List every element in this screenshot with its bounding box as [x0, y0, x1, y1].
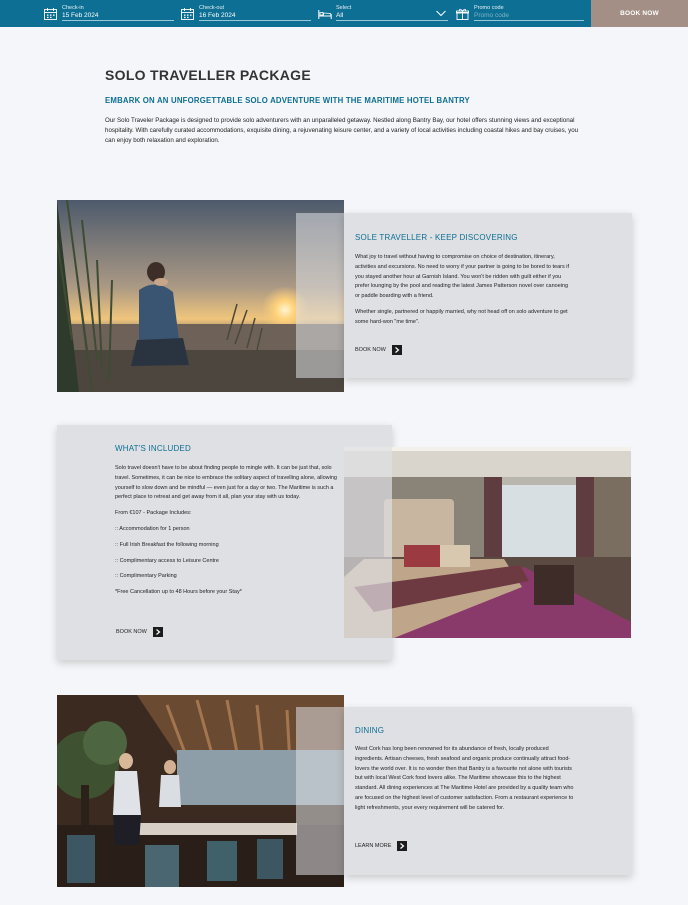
cancellation-note: *Free Cancellation up to 48 Hours before your Stay* — [115, 589, 242, 596]
arrow-right-icon — [392, 345, 402, 355]
checkin-label: Check-in — [62, 5, 84, 11]
select-label: Select — [336, 5, 352, 11]
bed-icon — [318, 8, 332, 20]
card-overlay — [344, 447, 392, 638]
promo-input[interactable] — [474, 11, 584, 20]
book-now-link[interactable] — [116, 627, 163, 637]
page-subtitle: EMBARK ON AN UNFORGETTABLE SOLO ADVENTURE WITH THE MARITIME HOTEL BANTRY — [105, 96, 470, 105]
section-title: SOLE TRAVELLER - KEEP DISCOVERING — [355, 233, 518, 242]
checkout-underline — [199, 20, 311, 21]
checkout-value[interactable]: 16 Feb 2024 — [199, 12, 236, 19]
section-paragraph: West Cork has long been renowned for its abundance of fresh, locally produced ingredients. Artisan cheeses, fresh seafood and organic produce continually attract food-lovers the world over. It is no wonder then that Bantry is a favourite not alone with tourists but with local West Cork food lovers alike. The Maritime showcase this to the highest standard. All dining experiences at The Maritime Hotel are provided by a quality team who are focused on the highest level of customer satisfaction. From a restaurant experience to light refreshments, your every requirement will be catered for. — [355, 746, 574, 811]
price-text: From €107 - Package Includes: — [115, 510, 192, 517]
checkin-field[interactable] — [44, 0, 174, 27]
room-select[interactable] — [318, 0, 450, 27]
section-title: DINING — [355, 726, 385, 735]
included-item: :: Full Irish Breakfast the following morning — [115, 541, 219, 548]
section-paragraph: Solo travel doesn't have to be about finding people to mingle with. It can be just that, solo travel. Sometimes, it can be nice to embrace the solitary aspect of travelling alone, allowing yourself to slow down and be mindful — even just for a day or two. The Maritime is such a perfect place to retreat and get away from it all, plan your stay with us today. — [115, 465, 337, 501]
included-item: :: Complimentary Parking — [115, 573, 177, 580]
section-paragraph: What joy to travel without having to compromise on choice of destination, itinerary, activities and excursions. No need to worry if your partner is going to be bored to tears if you stayed another hour at Garnish Island. You won't be ridden with guilt either if you prefer lounging by the pool and reading the latest James Patterson novel over canoeing or paddle boarding with a friend. — [355, 254, 569, 300]
book-now-link[interactable] — [355, 345, 402, 355]
cta-label: BOOK NOW — [355, 347, 386, 353]
arrow-right-icon — [153, 627, 163, 637]
booking-bar — [0, 0, 688, 27]
section-title: WHAT'S INCLUDED — [115, 444, 191, 453]
cta-label: LEARN MORE — [355, 843, 392, 849]
section-paragraph: Whether single, partnered or happily married, why not head off on solo adventure to get some hard-won "me time". — [355, 308, 568, 325]
card-overlay — [296, 707, 344, 875]
promo-field[interactable] — [456, 0, 586, 27]
learn-more-link[interactable] — [355, 841, 407, 851]
gift-icon — [456, 8, 469, 20]
chevron-down-icon[interactable] — [436, 10, 446, 17]
section-body — [355, 253, 571, 334]
checkout-label: Check-out — [199, 5, 225, 11]
intro-text: Our Solo Traveler Package is designed to provide solo adventurers with an unparalleled getaway. Nestled along Bantry Bay, our hotel offers stunning views and exceptional hospitality. With carefully curated accommodations, exquisite dining, a rejuvenating leisure center, and a variety of local activities including coastal hikes and bay cruises, you can enjoy both relaxation and exploration. — [105, 117, 579, 144]
promo-label: Promo code — [474, 5, 504, 11]
page-title: SOLO TRAVELLER PACKAGE — [105, 67, 311, 83]
section-body — [115, 464, 345, 604]
checkin-value[interactable]: 15 Feb 2024 — [62, 12, 99, 19]
included-item: :: Complimentary access to Leisure Centre — [115, 557, 219, 564]
promo-underline — [474, 20, 584, 21]
checkin-underline — [62, 20, 174, 21]
select-underline — [336, 20, 448, 21]
calendar-icon — [181, 8, 194, 20]
cta-label: BOOK NOW — [116, 629, 147, 635]
checkout-field[interactable] — [181, 0, 311, 27]
card-overlay — [296, 213, 344, 378]
included-item: :: Accommodation for 1 person — [115, 525, 190, 532]
select-value[interactable]: All — [336, 12, 344, 19]
book-now-button[interactable]: BOOK NOW — [591, 0, 688, 27]
section-body — [355, 745, 576, 820]
arrow-right-icon — [397, 841, 407, 851]
calendar-icon — [44, 8, 57, 20]
